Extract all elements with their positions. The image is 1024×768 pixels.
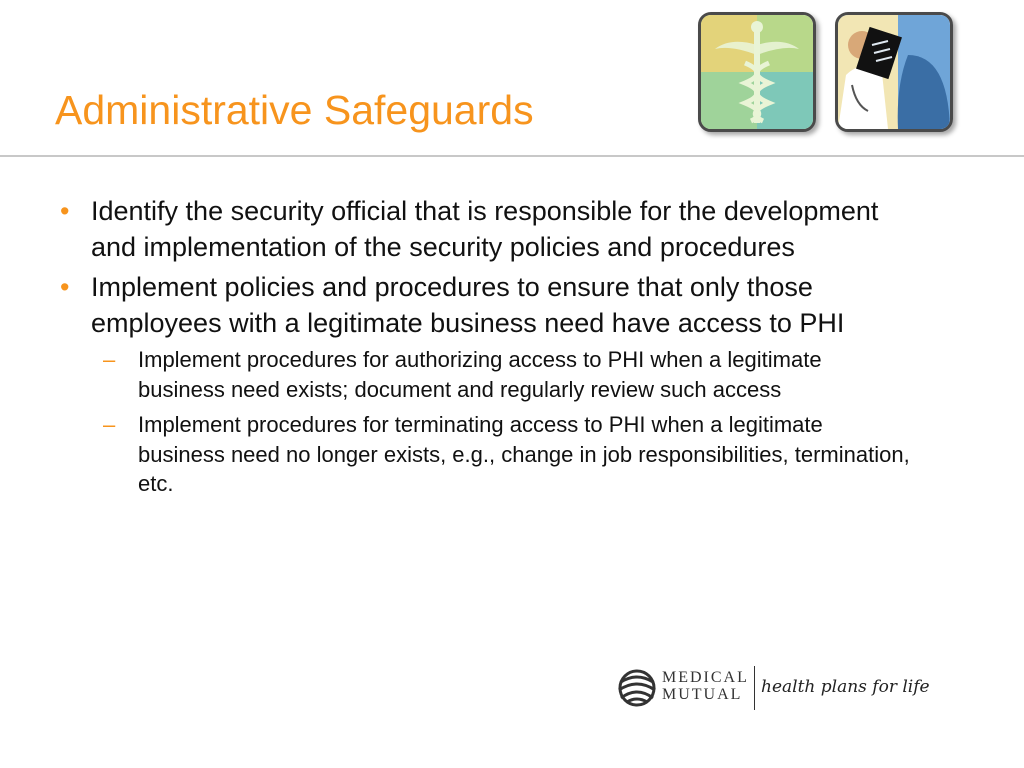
sub-bullet-item (60, 410, 910, 499)
logo-tagline: health plans for life (761, 677, 930, 697)
sub-bullet-mark: – (103, 412, 116, 437)
medical-mutual-logo (615, 660, 935, 715)
caduceus-image (698, 12, 816, 132)
logo-line-1: MEDICAL (662, 669, 749, 686)
caduceus-icon (701, 15, 813, 129)
logo-separator (754, 666, 755, 710)
sub-bullet-mark: – (103, 347, 116, 372)
doctor-xray-image (835, 12, 953, 132)
sub-bullet-text: Implement procedures for terminating access to PHI when a legitimate business need no longer exists, e.g., change in job responsibilities, termination, etc. (138, 412, 910, 496)
slide-title: Administrative Safeguards (55, 87, 534, 133)
sub-bullet-text: Implement procedures for authorizing access to PHI when a legitimate business need exists; document and regularly review such access (138, 347, 822, 402)
logo-emblem-icon (615, 668, 659, 708)
bullet-mark: • (60, 272, 70, 302)
bullet-text: Identify the security official that is responsible for the development and implementation of the security policies and procedures (91, 196, 879, 262)
slide-body (60, 193, 910, 505)
bullet-item (60, 193, 910, 265)
doctor-xray-icon (838, 15, 950, 129)
sub-bullet-item (60, 345, 910, 404)
bullet-text: Implement policies and procedures to ensure that only those employees with a legitimate business need have access to PHI (91, 272, 845, 338)
bullet-mark: • (60, 196, 70, 226)
bullet-item (60, 269, 910, 341)
logo-line-2: MUTUAL (662, 686, 743, 703)
title-divider (0, 155, 1024, 157)
